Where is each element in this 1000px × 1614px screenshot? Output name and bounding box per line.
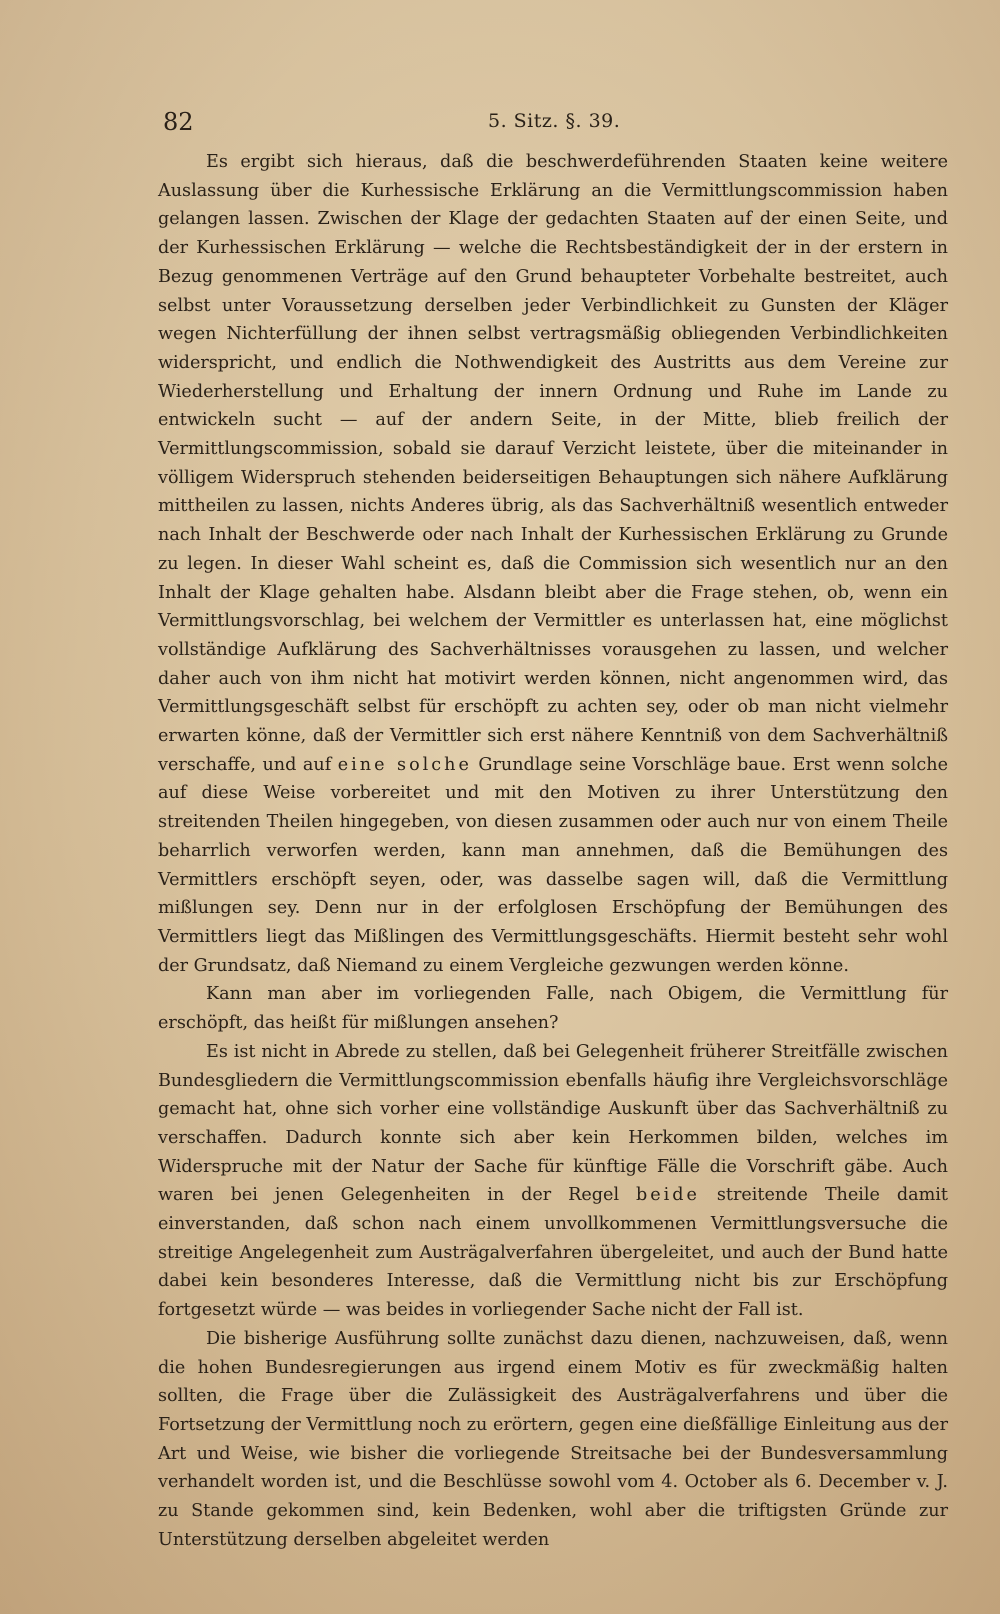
text-segment: Es ergibt sich hieraus, daß die beschwerdeführenden Staaten keine weitere Auslassung über die Kurhessische Erklärung an die Vermittlungscommission haben gelangen lassen. Zwischen der Klage der gedachten Staaten auf der einen Seite, und der Kurhessischen Erklärung — welche die Rechtsbeständigkeit der in der erstern in Bezug genommenen Verträge auf den Grund behaupteter Vorbehalte bestreitet, auch selbst unter Voraussetzung derselben jeder Verbindlichkeit zu Gunsten der Kläger wegen Nichterfüllung der ihnen selbst vertragsmäßig obliegenden Verbindlichkeiten widerspricht, und endlich die Nothwendigkeit des Austritts aus dem Vereine zur Wiederherstellung und Erhaltung der innern Ordnung und Ruhe im Lande zu entwickeln sucht — auf der andern Seite, in der Mitte, blieb freilich der Vermittlungscommission, sobald sie darauf Verzicht leistete, über die miteinander in völligem Widerspruch stehenden beiderseitigen Behauptungen sich nähere Aufklärung mittheilen zu lassen, nichts Anderes übrig, als das Sachverhältniß wesentlich entweder nach Inhalt der Beschwerde oder nach Inhalt der Kurhessischen Erklärung zu Grunde zu legen. In dieser Wahl scheint es, daß die Commission sich wesentlich nur an den Inhalt der Klage gehalten habe. Alsdann bleibt aber die Frage stehen, ob, wenn ein Vermittlungsvorschlag, bei welchem der Vermittler es unterlassen hat, eine möglichst vollständige Aufklärung des Sachverhältnisses vorausgehen zu lassen, und welcher daher auch von ihm nicht hat motivirt werden können, nicht angenommen wird, das Vermittlungsgeschäft selbst für erschöpft zu achten sey, oder ob man nicht vielmehr erwarten könne, daß der Vermittler sich erst nähere Kenntniß von dem Sachverhältniß verschaffe, und auf [158, 152, 948, 775]
text-segment: Kann man aber im vorliegenden Falle, nach Obigem, die Vermittlung für erschöpft, das heißt für mißlungen ansehen? [158, 984, 948, 1034]
text-segment: streitende Theile damit einverstanden, daß schon nach einem unvollkommenen Vermittlungsversuche die streitige Angelegenheit zum Austrägalverfahren übergeleitet, und auch der Bund hatte dabei kein besonderes Interesse, daß die Vermittlung nicht bis zur Erschöpfung fortgesetzt würde — was beides in vorliegender Sache nicht der Fall ist. [158, 1185, 948, 1321]
text-segment-emphasis: beide [635, 1185, 700, 1206]
text-segment: Die bisherige Ausführung sollte zunächst dazu dienen, nachzuweisen, daß, wenn die hohen Bundesregierungen aus irgend einem Motiv es für zweckmäßig halten sollten, die Frage über die Zulässigkeit des Austrägalverfahrens und über die Fortsetzung der Vermittlung noch zu erörtern, gegen eine dießfällige Einleitung aus der Art und Weise, wie bisher die vorliegende Streitsache bei der Bundesversammlung verhandelt worden ist, und die Beschlüsse sowohl vom 4. October als 6. December v. J. zu Stande gekommen sind, kein Bedenken, wohl aber die triftigsten Gründe zur Unterstützung derselben abgeleitet werden [158, 1328, 948, 1550]
text-segment: Grundlage seine Vorschläge baue. Erst wenn solche auf diese Weise vorbereitet und mit den Motiven zu ihrer Unterstützung den streitenden Theilen hingegeben, von diesen zusammen oder auch nur von einem Theile beharrlich verworfen werden, kann man annehmen, daß die Bemühungen des Vermittlers erschöpft seyen, oder, was dasselbe sagen will, daß die Vermittlung mißlungen sey. Denn nur in der erfolglosen Erschöpfung der Bemühungen des Vermittlers liegt das Mißlingen des Vermittlungsgeschäfts. Hiermit besteht sehr wohl der Grundsatz, daß Niemand zu einem Vergleiche gezwungen werden könne. [158, 754, 948, 976]
page-number: 82 [163, 108, 194, 136]
body-text [158, 148, 948, 1554]
text-segment: Es ist nicht in Abrede zu stellen, daß bei Gelegenheit früherer Streitfälle zwischen Bundesgliedern die Vermittlungscommission ebenfalls häufig ihre Vergleichsvorschläge gemacht hat, ohne sich vorher eine vollständige Auskunft über das Sachverhältniß zu verschaffen. Dadurch konnte sich aber kein Herkommen bilden, welches im Widerspruche mit der Natur der Sache für künftige Fälle die Vorschrift gäbe. Auch waren bei jenen Gelegenheiten in der Regel [158, 1041, 948, 1206]
text-segment-emphasis: eine solche [337, 754, 472, 775]
paragraph-4 [158, 1325, 948, 1555]
page-header [158, 108, 948, 142]
paragraph-3 [158, 1038, 948, 1325]
paragraph-1 [158, 148, 948, 980]
paragraph-2 [158, 980, 948, 1037]
running-head: 5. Sitz. §. 39. [488, 110, 621, 132]
